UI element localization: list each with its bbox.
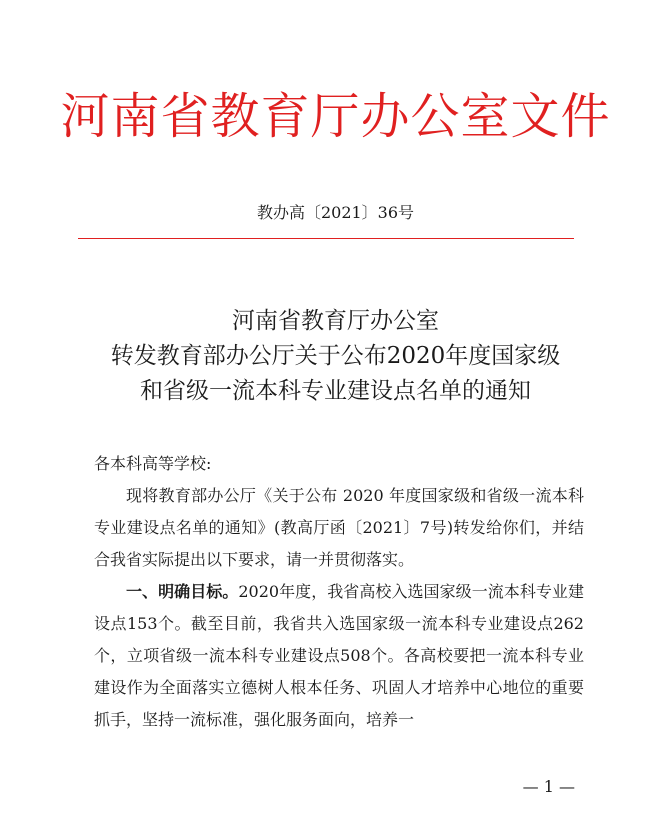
body-paragraph-1: 现将教育部办公厅《关于公布 2020 年度国家级和省级一流本科专业建设点名单的通知》(教高厅函〔2021〕7号)转发给你们，并结合我省实际提出以下要求，请一并贯彻落实。 [94,486,584,569]
body-paragraph-2 [94,576,584,736]
document-body [94,448,584,736]
notice-title-line-1: 河南省教育厅办公室 [232,308,439,334]
page-number: — 1 — [522,777,575,796]
notice-title [0,304,671,409]
document-header-title: 河南省教育厅办公室文件 [60,88,611,145]
paragraph-2-lead: 一、明确目标。 [126,582,239,601]
document-number: 教办高〔2021〕36号 [256,203,415,222]
notice-title-line-3: 和省级一流本科专业建设点名单的通知 [140,378,531,404]
header-divider [78,238,574,239]
notice-title-line-2: 转发教育部办公厅关于公布2020年度国家级 [110,343,561,369]
salutation: 各本科高等学校: [94,454,212,473]
paragraph-2-text: 2020年度，我省高校入选国家级一流本科专业建设点153个。截至目前，我省共入选国家级一流本科专业建设点262个，立项省级一流本科专业建设点508个。各高校要把一流本科专业建设作为全面落实立德树人根本任务、巩固人才培养中心地位的重要抓手，坚持一流标准，强化服务面向，培养一 [94,582,584,729]
